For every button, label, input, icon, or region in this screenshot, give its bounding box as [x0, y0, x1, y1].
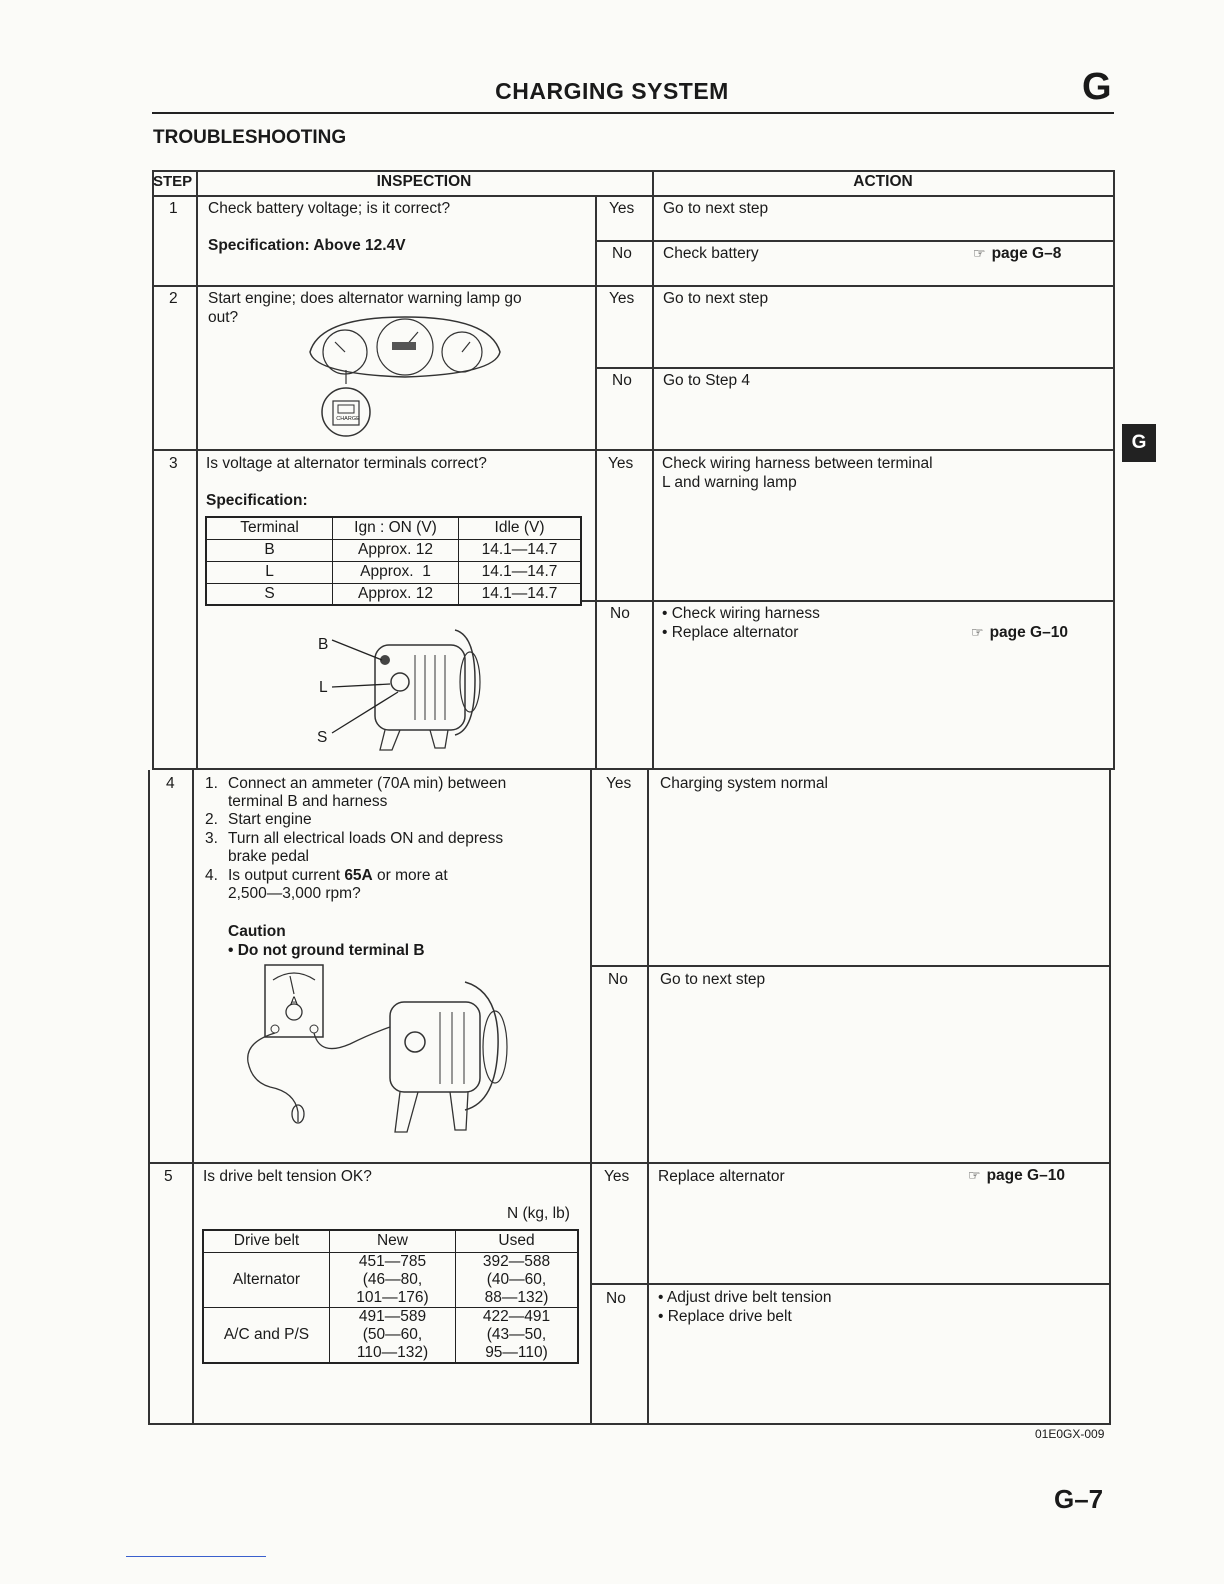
step-number: 5	[164, 1168, 173, 1185]
inspection-text: Is voltage at alternator terminals correct?	[206, 455, 487, 472]
yes-label: Yes	[606, 775, 632, 792]
no-label: No	[612, 372, 632, 389]
terminal-l-label: L	[319, 679, 328, 696]
section-title: TROUBLESHOOTING	[153, 127, 347, 148]
list-item-text: Is output current 65A or more at	[228, 867, 448, 884]
no-label: No	[606, 1290, 626, 1307]
table-header: Terminal	[206, 517, 333, 539]
chapter-side-tab[interactable]: G	[1122, 424, 1156, 462]
table-row	[206, 539, 581, 561]
alternator-terminals-illustration	[330, 620, 500, 760]
table-header: New	[330, 1230, 456, 1252]
list-item-number: 4.	[205, 867, 218, 884]
yes-action: Go to next step	[663, 200, 769, 217]
no-label: No	[608, 971, 628, 988]
list-item-text: brake pedal	[228, 848, 310, 865]
col-action-header: ACTION	[853, 173, 913, 190]
terminal-s-label: S	[317, 729, 328, 746]
list-item-text: 2,500—3,000 rpm?	[228, 885, 361, 902]
table-row	[203, 1252, 578, 1307]
no-label: No	[610, 605, 630, 622]
instrument-cluster-illustration	[300, 312, 510, 442]
inspection-text: Check battery voltage; is it correct?	[208, 200, 451, 217]
table-cell: L	[206, 561, 333, 583]
yes-action-line1: Check wiring harness between terminal	[662, 455, 933, 472]
ammeter-label: A	[290, 994, 299, 1008]
yes-action: Go to next step	[663, 290, 769, 307]
spec-label: Specification:	[206, 492, 308, 509]
table-cell: Alternator	[203, 1252, 330, 1307]
table-cell: A/C and P/S	[203, 1307, 330, 1363]
list-item-text: Turn all electrical loads ON and depress	[228, 830, 504, 847]
table-cell: 422—491 (43—50, 95—110)	[456, 1307, 579, 1363]
no-action: Go to Step 4	[663, 372, 751, 389]
yes-action-line2: L and warning lamp	[662, 474, 797, 491]
table-cell: B	[206, 539, 333, 561]
step-number: 1	[169, 200, 178, 217]
yes-action: Charging system normal	[660, 775, 828, 792]
table-header: Drive belt	[203, 1230, 330, 1252]
page-number: G–7	[1054, 1484, 1104, 1514]
list-item-number: 3.	[205, 830, 218, 847]
terminal-b-label: B	[318, 636, 329, 653]
pointing-hand-icon: ☞	[973, 245, 986, 261]
pointing-hand-icon: ☞	[968, 1167, 981, 1183]
yes-label: Yes	[609, 290, 635, 307]
inspection-text: Is drive belt tension OK?	[203, 1168, 372, 1185]
step-number: 4	[166, 775, 175, 792]
ammeter-connection-illustration	[240, 962, 530, 1157]
col-inspection-header: INSPECTION	[376, 173, 472, 190]
table-cell: 491—589 (50—60, 110—132)	[330, 1307, 456, 1363]
no-action: Go to next step	[660, 971, 766, 988]
page-reference-link[interactable]	[968, 1167, 1065, 1185]
unit-label: N (kg, lb)	[507, 1205, 570, 1222]
chapter-letter: G	[1082, 66, 1112, 108]
no-action-2: • Replace alternator	[662, 624, 799, 641]
no-action-1: • Check wiring harness	[662, 605, 820, 622]
inspection-text-line2: out?	[208, 309, 239, 326]
table-cell: 14.1—14.7	[459, 583, 582, 605]
page-title: CHARGING SYSTEM	[495, 78, 729, 104]
no-action-2: • Replace drive belt	[658, 1308, 792, 1325]
yes-action: Replace alternator	[658, 1168, 785, 1185]
drive-belt-table	[202, 1229, 579, 1364]
table-header: Ign : ON (V)	[333, 517, 459, 539]
list-item-number: 2.	[205, 811, 218, 828]
page-reference-link[interactable]	[973, 245, 1061, 263]
table-cell: 392—588 (40—60, 88—132)	[456, 1252, 579, 1307]
yes-label: Yes	[604, 1168, 630, 1185]
table-cell: 451—785 (46—80, 101—176)	[330, 1252, 456, 1307]
table-row	[206, 561, 581, 583]
table-cell: S	[206, 583, 333, 605]
table-cell: Approx. 12	[333, 583, 459, 605]
yes-label: Yes	[608, 455, 634, 472]
step-number: 3	[169, 455, 178, 472]
list-item-number: 1.	[205, 775, 218, 792]
step-number: 2	[169, 290, 178, 307]
table-header: Used	[456, 1230, 579, 1252]
table-header: Idle (V)	[459, 517, 582, 539]
list-item-text: Start engine	[228, 811, 312, 828]
table-row	[203, 1307, 578, 1363]
page-reference-text: page G–10	[986, 1167, 1065, 1184]
table-cell: 14.1—14.7	[459, 561, 582, 583]
header-rule	[152, 112, 1114, 114]
no-action: Check battery	[663, 245, 759, 262]
col-step-header: STEP	[153, 173, 193, 190]
page-reference-text: page G–8	[991, 245, 1062, 262]
no-label: No	[612, 245, 632, 262]
table-cell: Approx. 1	[333, 561, 459, 583]
pointing-hand-icon: ☞	[971, 624, 984, 640]
page-reference-text: page G–10	[989, 624, 1068, 641]
table-cell: Approx. 12	[333, 539, 459, 561]
table-row	[206, 583, 581, 605]
figure-code: 01E0GX-009	[1035, 1427, 1105, 1441]
no-action-1: • Adjust drive belt tension	[658, 1289, 832, 1306]
inspection-text-line1: Start engine; does alternator warning lamp go	[208, 290, 522, 307]
spec-text: Specification: Above 12.4V	[208, 237, 406, 254]
table-cell: 14.1—14.7	[459, 539, 582, 561]
bottom-link-underline[interactable]	[126, 1556, 266, 1557]
charge-lamp-label: CHARGE	[336, 416, 360, 422]
page-reference-link[interactable]	[971, 624, 1068, 642]
list-item-text: Connect an ammeter (70A min) between	[228, 775, 507, 792]
yes-label: Yes	[609, 200, 635, 217]
caution-heading: Caution	[228, 923, 286, 940]
caution-item: • Do not ground terminal B	[228, 942, 425, 959]
list-item-text: terminal B and harness	[228, 793, 388, 810]
terminal-voltage-table	[205, 516, 582, 606]
